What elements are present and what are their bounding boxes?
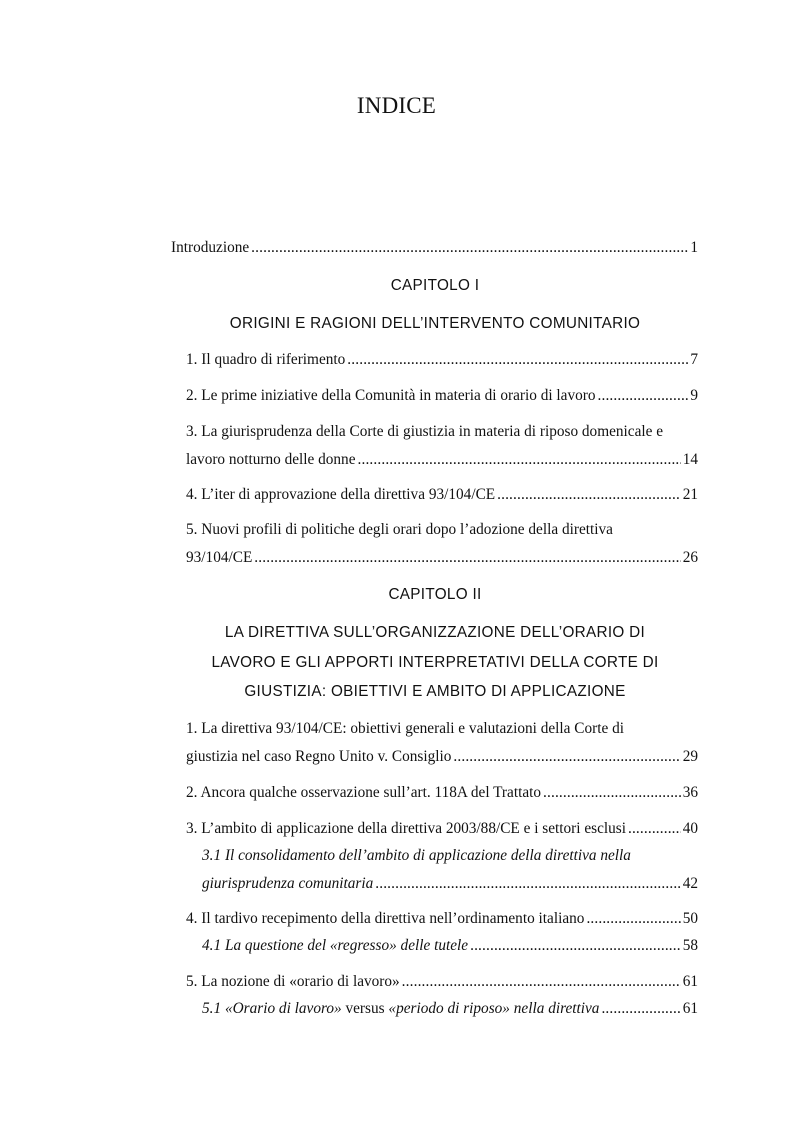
dot-leader [586,910,680,928]
toc-entry-label: giustizia nel caso Regno Unito v. Consiglio [186,748,452,765]
toc-subentry[interactable] [202,875,698,893]
toc-entry-label: 3. L’ambito di applicazione della direttiva 2003/88/CE e i settori esclusi [186,820,626,837]
toc-page-number: 1 [690,239,698,256]
dot-leader [497,486,681,504]
toc-entry-label [202,1000,599,1018]
dot-leader [402,973,681,991]
toc-entry-label: giurisprudenza comunitaria [202,875,374,892]
toc-entry-label: 2. Le prime iniziative della Comunità in materia di orario di lavoro [186,387,596,404]
toc-entry[interactable] [186,351,698,369]
toc-entry[interactable] [186,820,698,838]
toc-page-number: 61 [682,973,698,990]
toc-entry[interactable] [186,748,698,766]
toc-page-number: 21 [682,486,698,503]
toc-page-number: 14 [682,451,698,468]
toc-entry-label: 4.1 La questione del «regresso» delle tutele [202,937,469,954]
chapter-2-title-line: LAVORO E GLI APPORTI INTERPRETATIVI DELLA CORTE DI [211,654,659,671]
dot-leader [543,784,681,802]
toc-entry[interactable] [186,784,698,802]
chapter-2-number: CAPITOLO II [388,586,482,603]
toc-page-number: 61 [682,1000,698,1017]
toc-page-number: 7 [690,351,698,368]
toc-page-number: 36 [682,784,698,801]
chapter-1-number: CAPITOLO I [390,277,480,294]
toc-entry-label: 93/104/CE [186,549,253,566]
toc-entry-label: 4. L’iter di approvazione della direttiva 93/104/CE [186,486,496,503]
toc-page-number: 26 [682,549,698,566]
toc-entry-label-line1: 1. La direttiva 93/104/CE: obiettivi generali e valutazioni della Corte di [186,720,624,737]
chapter-2-title-line: GIUSTIZIA: OBIETTIVI E AMBITO DI APPLICAZIONE [244,683,626,700]
toc-subentry[interactable] [202,1000,698,1018]
toc-entry-label-italic: 5.1 «Orario di lavoro» [202,1000,342,1017]
chapter-1-title: ORIGINI E RAGIONI DELL’INTERVENTO COMUNITARIO [229,315,641,332]
toc-entry[interactable] [186,451,698,469]
dot-leader [628,820,681,838]
toc-entry-label: 4. Il tardivo recepimento della direttiva nell’ordinamento italiano [186,910,585,927]
toc-subentry[interactable] [202,937,698,955]
toc-page-number: 58 [682,937,698,954]
toc-entry-introduzione[interactable] [171,239,698,257]
toc-page-number: 42 [682,875,698,892]
toc-page-number: 29 [682,748,698,765]
dot-leader [358,451,681,469]
dot-leader [470,937,681,955]
dot-leader [601,1000,680,1018]
dot-leader [375,875,680,893]
toc-entry-label-italic: «periodo di riposo» nella direttiva [388,1000,600,1017]
dot-leader [347,351,688,369]
toc-entry[interactable] [186,549,698,567]
dot-leader [254,549,680,567]
toc-entry-label-line1: 3. La giurisprudenza della Corte di giustizia in materia di riposo domenicale e [186,423,664,440]
toc-entry[interactable] [186,486,698,504]
dot-leader [251,239,688,257]
toc-page-number: 9 [690,387,698,404]
toc-entry[interactable] [186,973,698,991]
toc-entry-label-line1: 5. Nuovi profili di politiche degli orari dopo l’adozione della direttiva [186,521,613,538]
dot-leader [598,387,689,405]
toc-page-number: 50 [682,910,698,927]
toc-subentry-label-line1: 3.1 Il consolidamento dell’ambito di applicazione della direttiva nella [202,847,631,864]
chapter-2-title-line: LA DIRETTIVA SULL’ORGANIZZAZIONE DELL’ORARIO DI [224,624,646,641]
toc-entry[interactable] [186,387,698,405]
toc-entry-label: lavoro notturno delle donne [186,451,356,468]
dot-leader [453,748,680,766]
toc-entry-label: Introduzione [171,239,250,256]
toc-entry-label: 2. Ancora qualche osservazione sull’art. 118A del Trattato [186,784,542,801]
toc-page-number: 40 [682,820,698,837]
toc-entry-label: 5. La nozione di «orario di lavoro» [186,973,400,990]
toc-entry-label: 1. Il quadro di riferimento [186,351,346,368]
toc-entry[interactable] [186,910,698,928]
toc-entry-label-roman: versus [341,1000,389,1017]
page-title: INDICE [356,93,437,118]
